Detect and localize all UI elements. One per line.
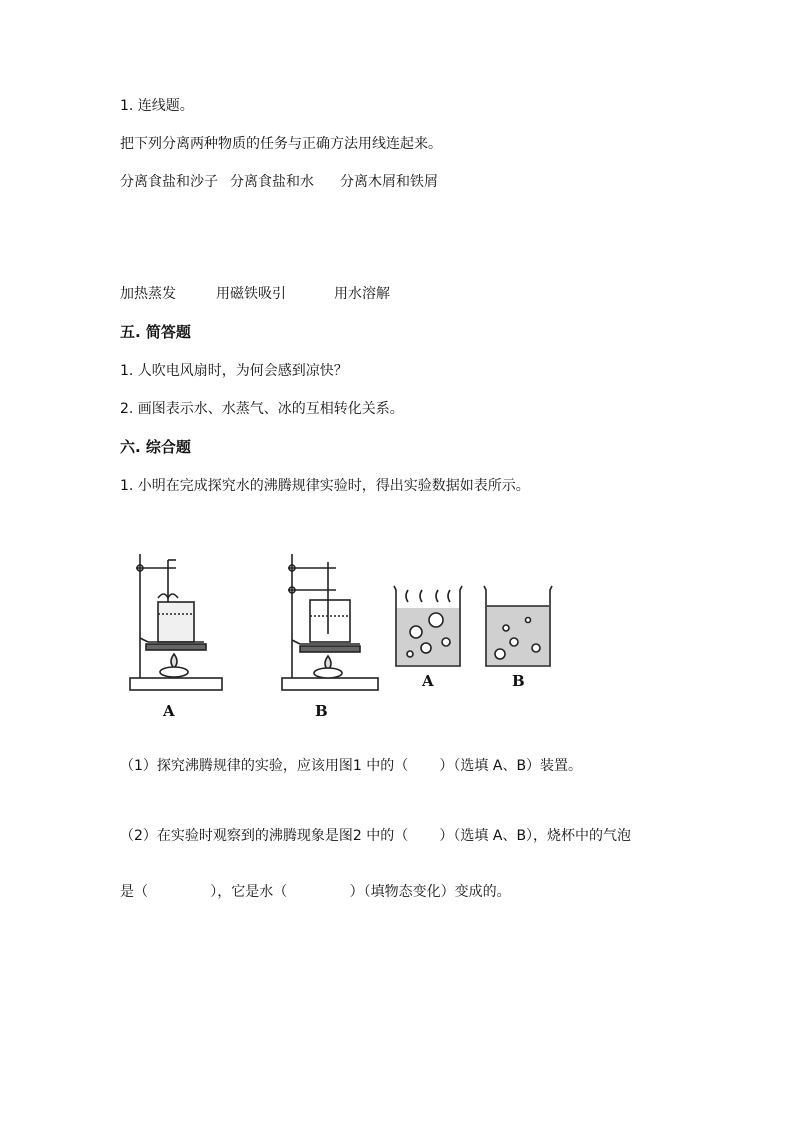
section-heading: 六. 综合题 <box>120 438 191 456</box>
method-item: 加热蒸发 <box>120 286 176 302</box>
figure1-label-a: A <box>163 702 175 720</box>
task-item: 分离食盐和水 <box>230 174 314 190</box>
method-item: 用磁铁吸引 <box>216 286 286 302</box>
task-item: 分离木屑和铁屑 <box>340 174 438 190</box>
question-text: 1. 小明在完成探究水的沸腾规律实验时，得出实验数据如表所示。 <box>120 478 530 494</box>
question-text: 2. 画图表示水、水蒸气、冰的互相转化关系。 <box>120 401 404 417</box>
question-title: 1. 连线题。 <box>120 98 194 114</box>
figure2-beakers <box>390 584 560 674</box>
sub-question-2-line2: 是（ ），它是水（ ）（填物态变化）变成的。 <box>120 884 511 900</box>
figure2-label-b: B <box>512 672 525 690</box>
question-text: 1. 人吹电风扇时，为何会感到凉快？ <box>120 363 348 379</box>
method-item: 用水溶解 <box>334 286 390 302</box>
figure2-label-a: A <box>422 672 434 690</box>
figure1-apparatus <box>124 550 394 700</box>
sub-question-2-line1: （2）在实验时观察到的沸腾现象是图2 中的（ ）（选填 A、B），烧杯中的气泡 <box>120 828 632 844</box>
figure1-label-b: B <box>315 702 328 720</box>
sub-question-1: （1）探究沸腾规律的实验，应该用图1 中的（ ）（选填 A、B）装置。 <box>120 758 583 774</box>
section-heading: 五. 简答题 <box>120 323 191 341</box>
task-item: 分离食盐和沙子 <box>120 174 218 190</box>
question-instruction: 把下列分离两种物质的任务与正确方法用线连起来。 <box>120 136 442 152</box>
